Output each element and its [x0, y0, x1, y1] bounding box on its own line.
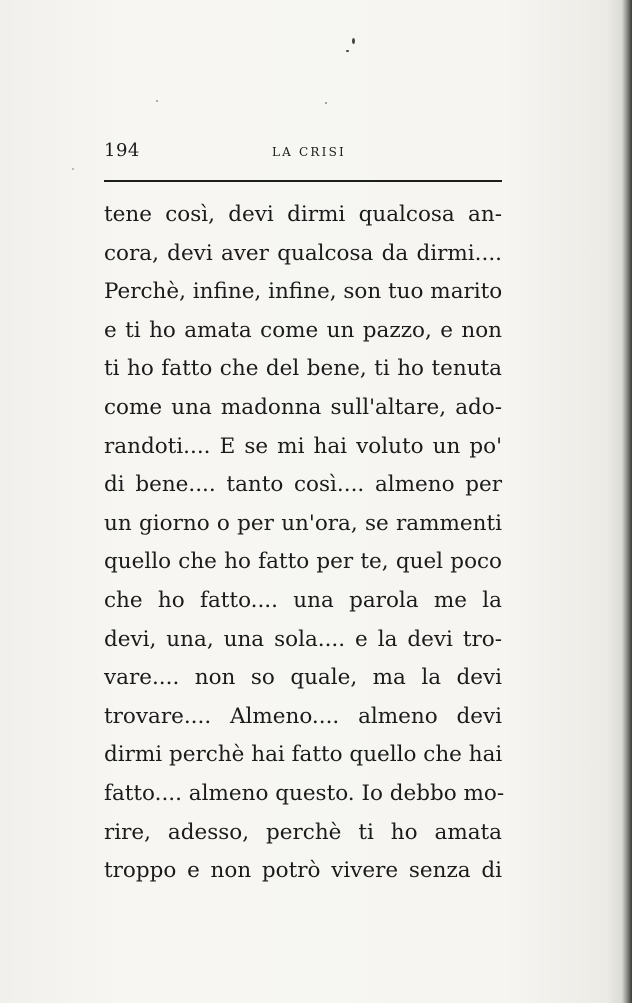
header-rule	[104, 180, 502, 182]
ink-speck	[346, 50, 349, 52]
page-header	[104, 140, 502, 168]
running-title: LA CRISI	[272, 145, 346, 159]
text-line: randoti.... E se mi hai voluto un po'	[104, 433, 502, 459]
text-line: come una madonna sull'altare, ado-	[104, 394, 502, 420]
text-line: trovare.... Almeno.... almeno devi	[104, 703, 502, 729]
text-line: Perchè, infine, infine, son tuo marito	[104, 279, 503, 305]
ink-speck	[156, 100, 158, 102]
ink-speck	[325, 102, 327, 104]
text-line: cora, devi aver qualcosa da dirmi....	[104, 240, 502, 266]
text-line: ti ho fatto che del bene, ti ho tenuta	[104, 356, 502, 382]
text-line: di bene.... tanto così.... almeno per	[104, 472, 502, 498]
text-line: quello che ho fatto per te, quel poco	[104, 549, 502, 575]
page-edge-shadow	[622, 0, 632, 1003]
ink-speck	[352, 38, 355, 44]
text-line: fatto.... almeno questo. Io debbo mo-	[104, 780, 505, 806]
text-line: vare.... non so quale, ma la devi	[104, 665, 502, 691]
text-line: tene così, devi dirmi qualcosa an-	[104, 202, 502, 227]
text-line: che ho fatto.... una parola me la	[104, 587, 502, 613]
ink-speck	[72, 168, 74, 170]
text-line: dirmi perchè hai fatto quello che hai	[104, 742, 503, 768]
text-line: rire, adesso, perchè ti ho amata	[104, 819, 502, 845]
page-number: 194	[104, 140, 140, 161]
text-line: e ti ho amata come un pazzo, e non	[104, 317, 502, 343]
text-line: devi, una, una sola.... e la devi tro-	[104, 626, 502, 652]
body-text	[104, 196, 505, 891]
text-line: un giorno o per un'ora, se rammenti	[104, 510, 502, 536]
text-line: troppo e non potrò vivere senza di	[104, 858, 502, 884]
